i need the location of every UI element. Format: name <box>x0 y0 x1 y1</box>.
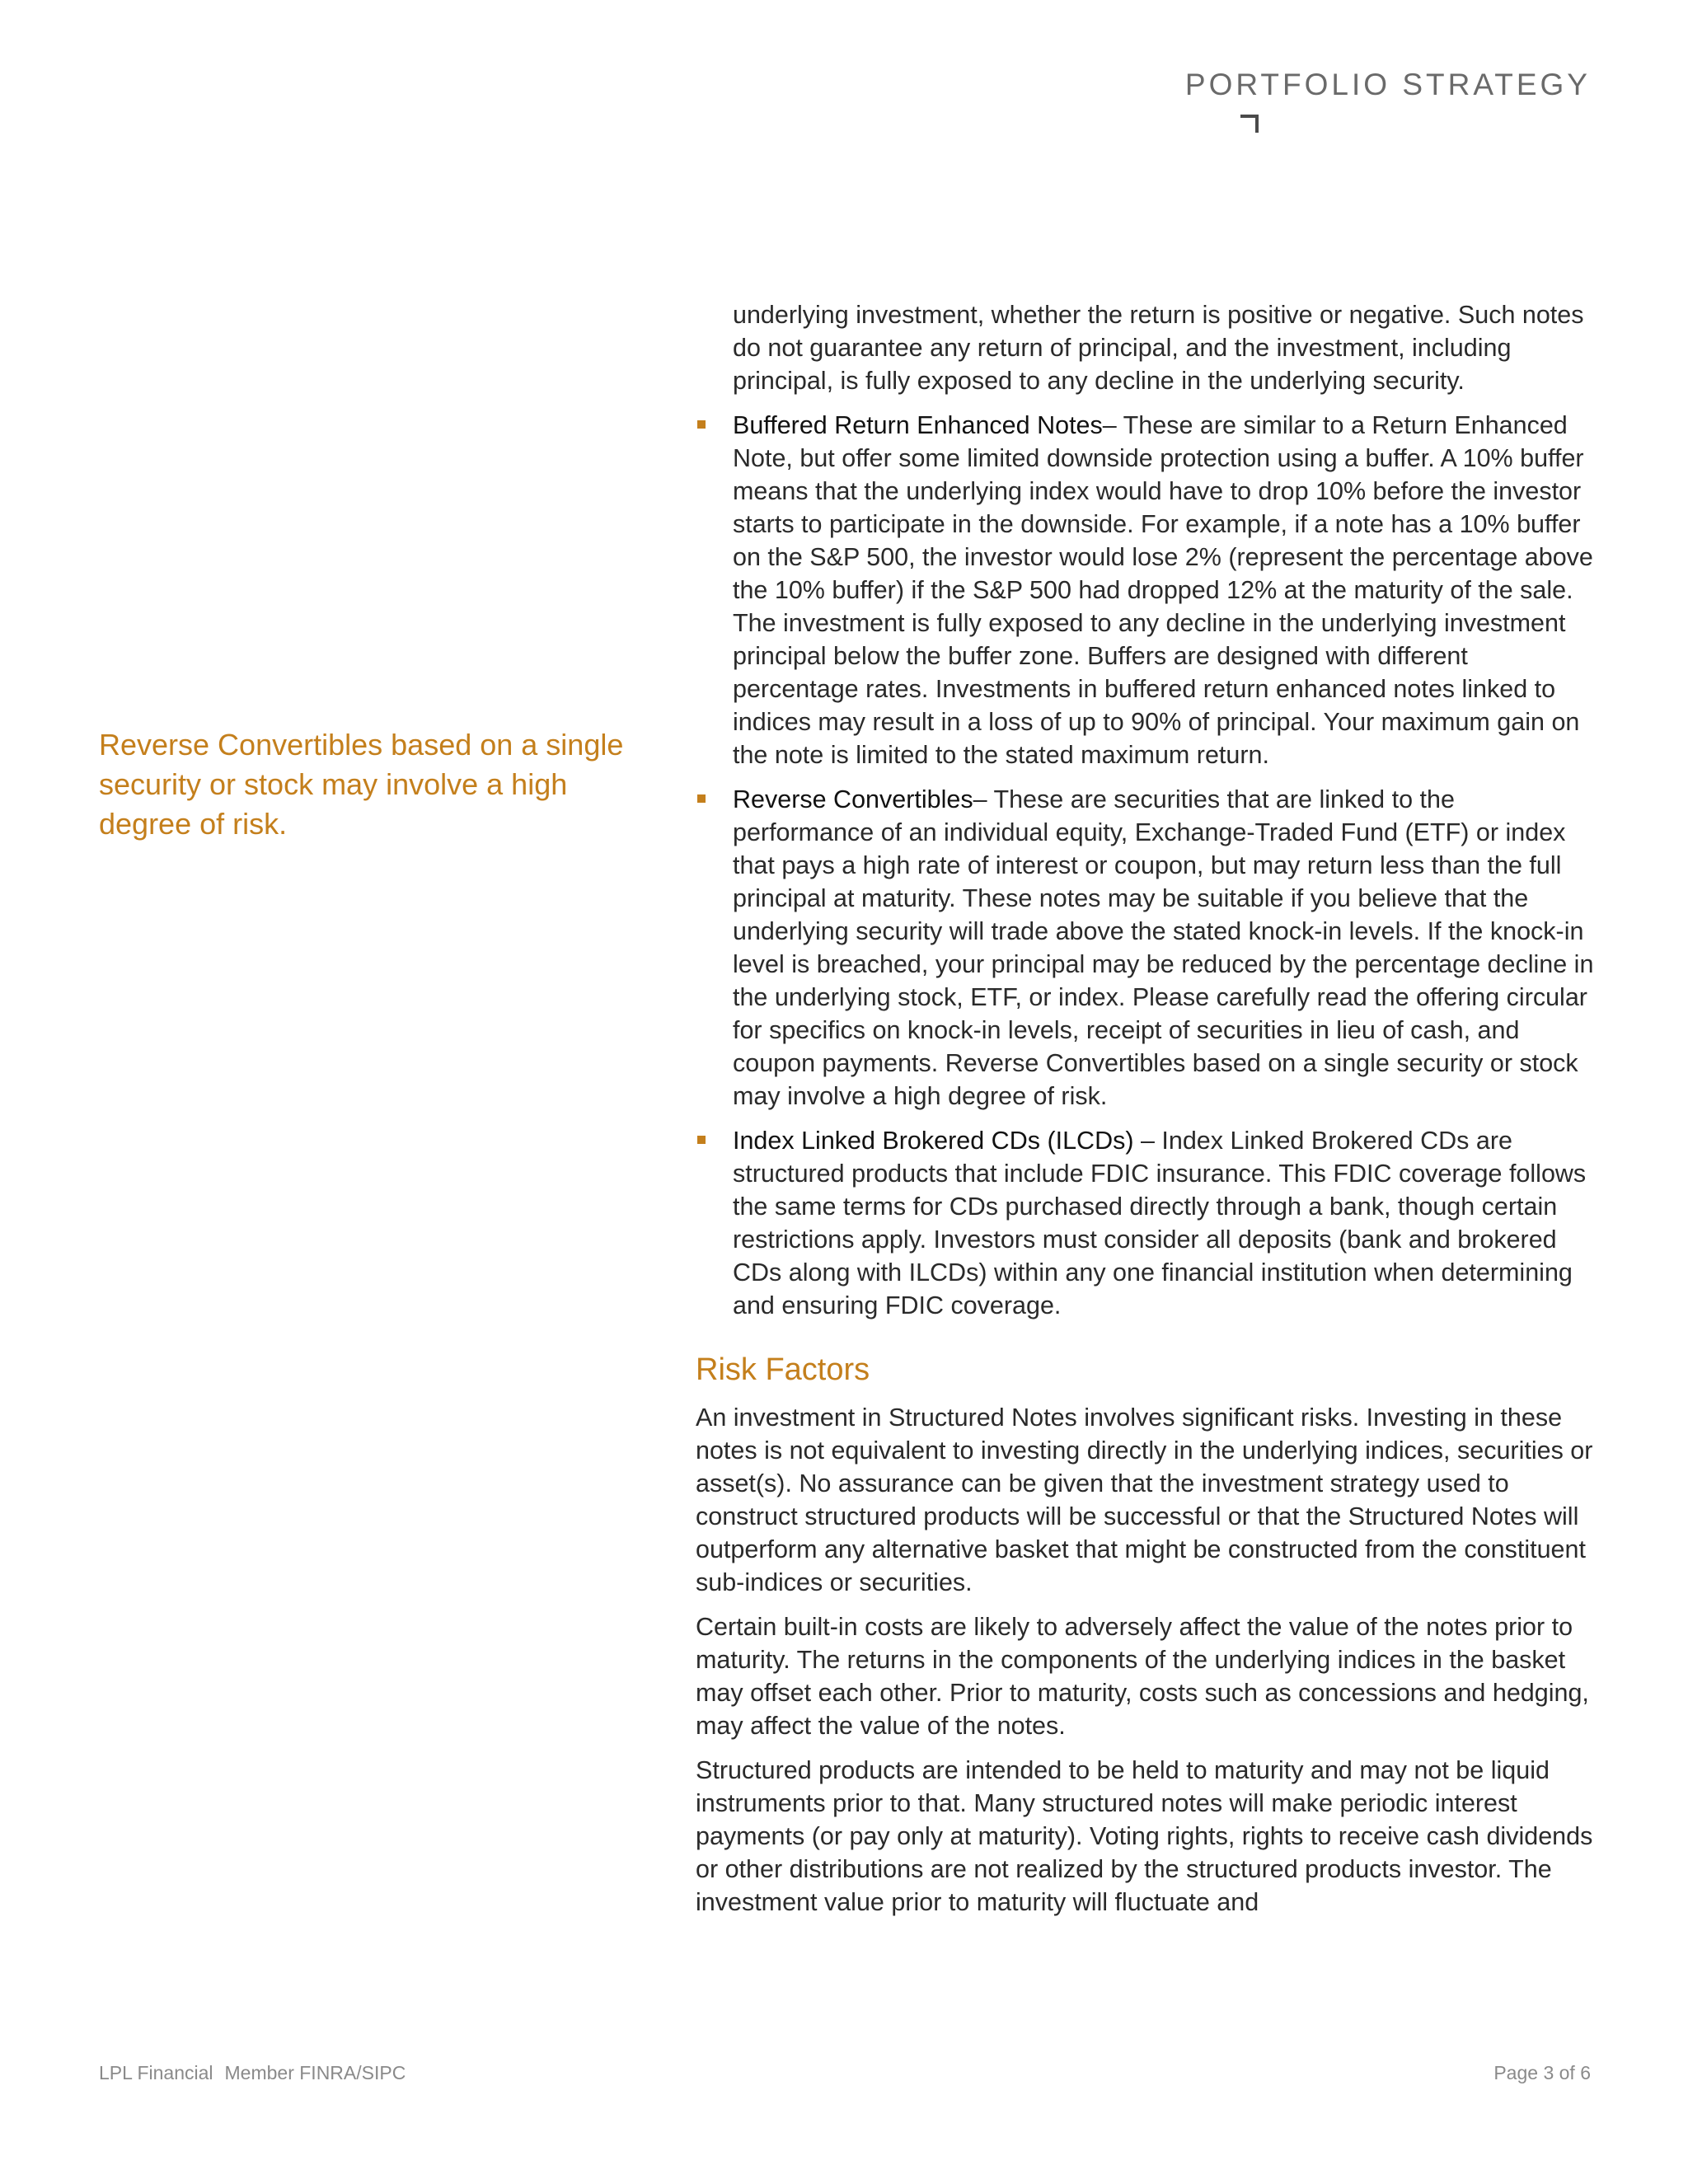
continued-paragraph: underlying investment, whether the return is positive or negative. Such notes do not guarantee any return of principal, and the investment, including principal, is fully exposed to any decline in the underlying security. <box>733 301 1584 395</box>
bullet-term: Index Linked Brokered CDs (ILCDs) <box>733 1127 1134 1155</box>
list-item <box>696 1124 1594 1322</box>
risk-paragraph: Certain built-in costs are likely to adversely affect the value of the notes prior to maturity. The returns in the components of the underlying indices in the basket may offset each other. Prior to maturity, costs such as concessions and hedging, may affect the value of the notes. <box>696 1613 1589 1740</box>
main-column <box>696 298 1594 1930</box>
footer-company: LPL Financial <box>99 2062 213 2083</box>
risk-factors-heading: Risk Factors <box>696 1352 870 1387</box>
note-types-list <box>696 409 1594 1322</box>
corner-bracket-icon <box>1240 115 1259 133</box>
section-label: PORTFOLIO STRATEGY <box>1184 68 1591 101</box>
risk-paragraph: Structured products are intended to be held to maturity and may not be liquid instruments prior to that. Many structured notes will make periodic interest payments (or pay only at maturity). Voting rights, rights to receive cash dividends or other distributions are not realized by the structured products investor. The investment value prior to maturity will fluctuate and <box>696 1756 1593 1916</box>
page-number: Page 3 of 6 <box>1493 2062 1591 2083</box>
bullet-text: – These are securities that are linked to the performance of an individual equity, Exchange-Traded Fund (ETF) or index that pays a high rate of interest or coupon, but may return less than the full principal at maturity. These notes may be suitable if you believe that the underlying security will trade above the stated knock-in levels. If the knock-in level is breached, your principal may be reduced by the percentage decline in the underlying stock, ETF, or index. Please carefully read the offering circular for specifics on knock-in levels, receipt of securities in lieu of cash, and coupon payments. Reverse Convertibles based on a single security or stock may involve a high degree of risk. <box>733 785 1594 1110</box>
square-bullet-icon <box>697 1136 706 1144</box>
bullet-text: – Index Linked Brokered CDs are structured products that include FDIC insurance. This FDIC coverage follows the same terms for CDs purchased directly through a bank, though certain restrictions apply. Investors must consider all deposits (bank and brokered CDs along with ILCDs) within any one financial institution when determining and ensuring FDIC coverage. <box>733 1127 1587 1319</box>
square-bullet-icon <box>697 794 706 803</box>
risk-paragraph: An investment in Structured Notes involves significant risks. Investing in these notes is not equivalent to investing directly in the underlying indices, securities or asset(s). No assurance can be given that the investment strategy used to construct structured products will be successful or that the Structured Notes will outperform any alternative basket that might be constructed from the constituent sub-indices or securities. <box>696 1404 1593 1596</box>
bullet-term: Reverse Convertibles <box>733 785 973 813</box>
bullet-term: Buffered Return Enhanced Notes <box>733 411 1103 439</box>
footer-member: Member FINRA/SIPC <box>224 2062 406 2083</box>
list-item <box>696 783 1594 1113</box>
bullet-text: – These are similar to a Return Enhanced Note, but offer some limited downside protection using a buffer. A 10% buffer means that the underlying index would have to drop 10% before the investor starts to participate in the downside. For example, if a note has a 10% buffer on the S&P 500, the investor would lose 2% (represent the percentage above the 10% buffer) if the S&P 500 had dropped 12% at the maturity of the sale. The investment is fully exposed to any decline in the underlying investment principal below the buffer zone. Buffers are designed with different percentage rates. Investments in buffered return enhanced notes linked to indices may result in a loss of up to 90% of principal. Your maximum gain on the note is limited to the stated maximum return. <box>733 411 1593 769</box>
square-bullet-icon <box>697 420 706 429</box>
footer-left <box>99 2062 406 2084</box>
list-item <box>696 409 1594 771</box>
sidebar-callout: Reverse Convertibles based on a single security or stock may involve a high degree of risk. <box>99 728 624 841</box>
